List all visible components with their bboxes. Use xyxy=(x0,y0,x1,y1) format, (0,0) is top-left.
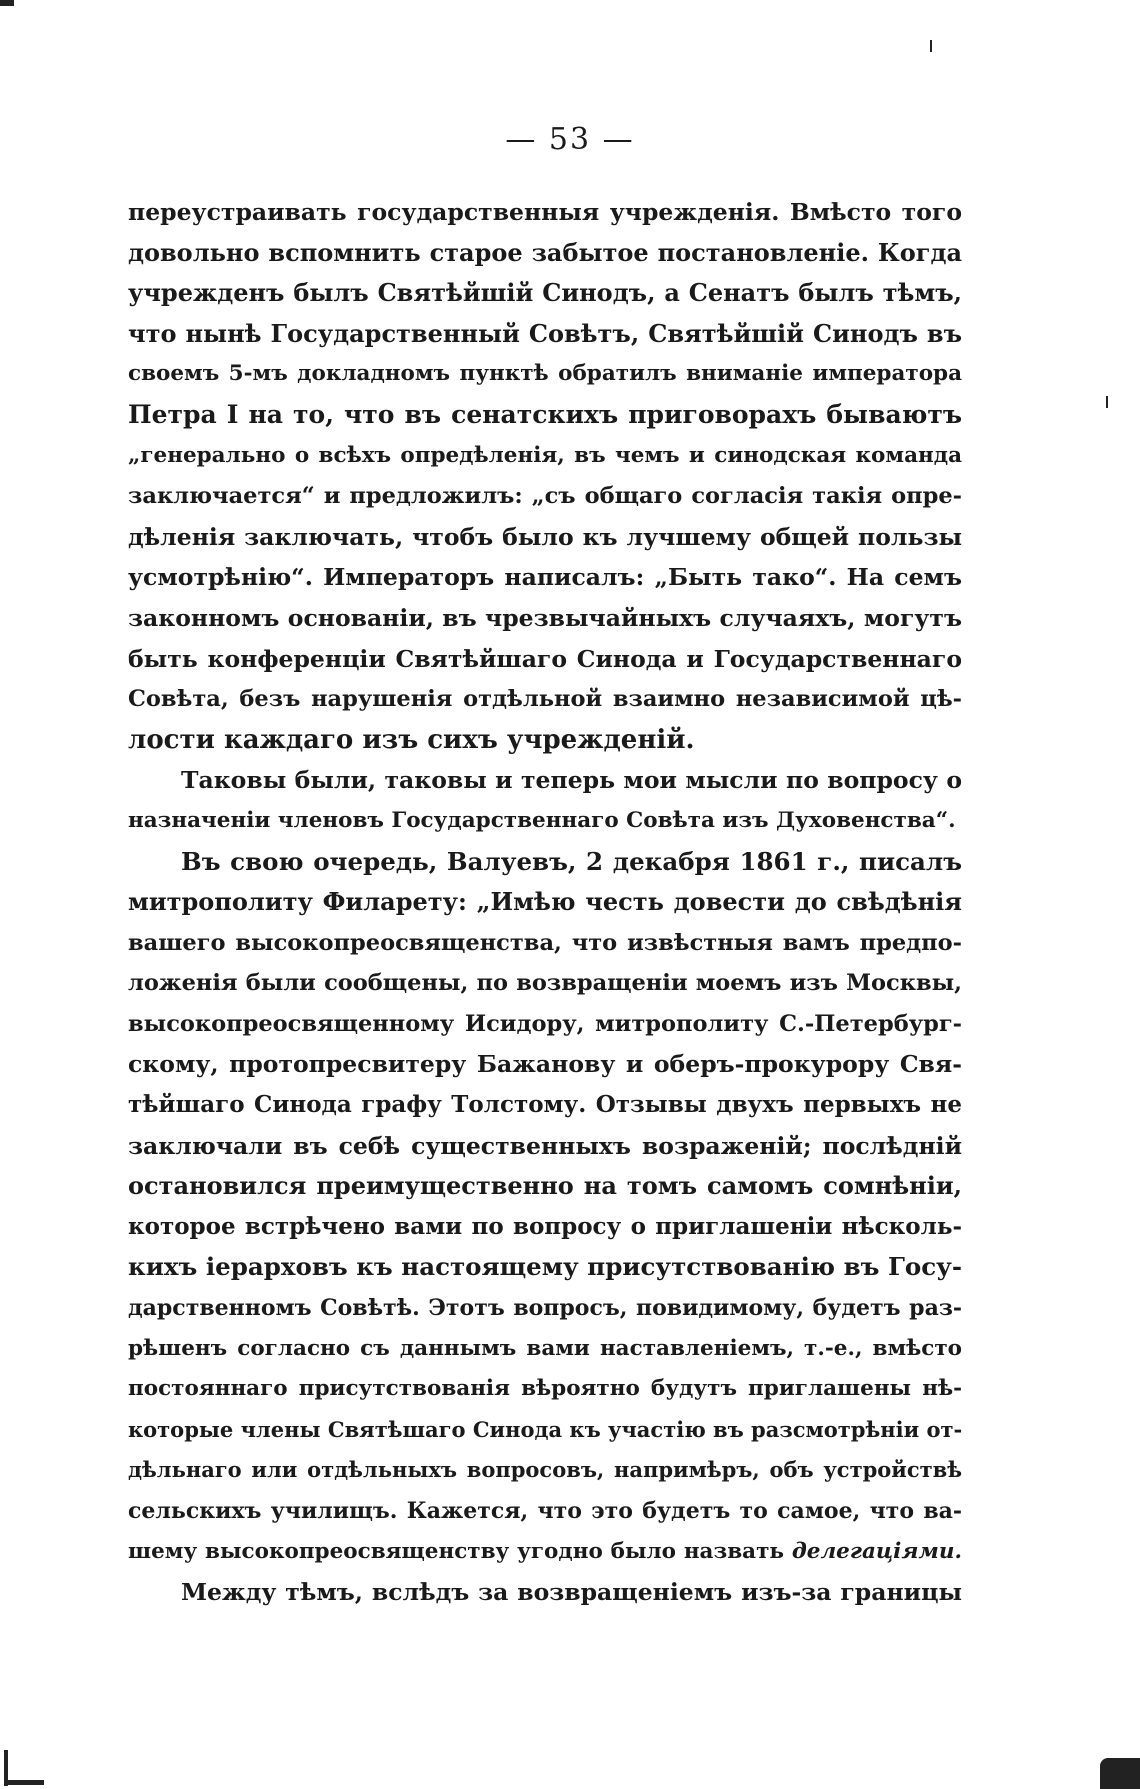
text-line: Таковы были, таковы и теперь мои мысли по вопросу о xyxy=(181,766,962,795)
body-text xyxy=(128,192,962,1613)
text-line: Въ свою очередь, Валуевъ, 2 декабря 1861 г., писалъ xyxy=(181,846,962,876)
scan-artifact xyxy=(930,40,932,52)
text-line: вашего высокопреосвященства, что извѣстныя вамъ предпо- xyxy=(128,929,962,956)
text-line: законномъ основаніи, въ чрезвычайныхъ случаяхъ, могутъ xyxy=(128,603,962,632)
line-text: шему высокопреосвященству угодно было назвать xyxy=(128,1538,784,1564)
text-line: быть конференціи Святѣйшаго Синода и Государственнаго xyxy=(128,644,962,673)
text-line: что нынѣ Государственный Совѣтъ, Святѣйшій Синодъ въ xyxy=(128,318,962,348)
text-line: рѣшенъ согласно съ даннымъ вами наставленіемъ, т.-е., вмѣсто xyxy=(128,1335,962,1361)
scan-artifact xyxy=(1106,396,1108,408)
scan-artifact xyxy=(4,1780,44,1785)
text-line: учрежденъ былъ Святѣйшій Синодъ, а Сенатъ былъ тѣмъ, xyxy=(128,278,962,308)
text-line: кихъ іерарховъ къ настоящему присутствованію въ Госу- xyxy=(128,1252,962,1282)
text-line: Петра I на то, что въ сенатскихъ приговорахъ бываютъ xyxy=(128,399,962,429)
text-line: Совѣта, безъ нарушенія отдѣльной взаимно независимой цѣ- xyxy=(128,686,962,713)
text-line: заключали въ себѣ существенныхъ возраженій; послѣдній xyxy=(128,1131,962,1160)
text-line: постояннаго присутствованія вѣроятно будутъ приглашены нѣ- xyxy=(128,1376,962,1402)
text-line: остановился преимущественно на томъ самомъ сомнѣніи, xyxy=(128,1171,962,1201)
text-line: Между тѣмъ, вслѣдъ за возвращеніемъ изъ-за границы xyxy=(181,1578,962,1607)
text-line xyxy=(128,1532,962,1573)
scan-artifact xyxy=(1100,1758,1140,1789)
text-line: ложенія были сообщены, по возвращеніи моемъ изъ Москвы, xyxy=(128,970,962,997)
text-line: лости каждаго изъ сихъ учрежденій. xyxy=(128,724,695,755)
text-line: которые члены Святѣшаго Синода къ участію въ разсмотрѣніи от- xyxy=(128,1416,962,1442)
text-line: дѣльнаго или отдѣльныхъ вопросовъ, напримѣръ, объ устройствѣ xyxy=(128,1457,962,1483)
text-line: скому, протопресвитеру Бажанову и оберъ-прокурору Свя- xyxy=(128,1050,962,1079)
text-line: заключается“ и предложилъ: „съ общаго согласія такія опре- xyxy=(128,483,962,510)
text-line: довольно вспомнить старое забытое постановленіе. Когда xyxy=(128,237,962,267)
text-line: переустраивать государственныя учрежденія. Вмѣсто того xyxy=(128,198,962,226)
text-line: дѣленія заключать, чтобъ было къ лучшему общей пользы xyxy=(128,522,962,551)
text-line: дарственномъ Совѣтѣ. Этотъ вопросъ, повидимому, будетъ раз- xyxy=(128,1295,962,1322)
text-line: высокопреосвященному Исидору, митрополиту С.-Петербург- xyxy=(128,1010,962,1037)
text-line: сельскихъ училищъ. Кажется, что это будетъ то самое, что ва- xyxy=(128,1498,962,1524)
text-line: „генерально о всѣхъ опредѣленія, въ чемъ и синодская команда xyxy=(128,442,962,468)
page-number: — 53 — xyxy=(505,122,635,157)
text-line: митрополиту Филарету: „Имѣю честь довести до свѣдѣнія xyxy=(128,887,962,917)
scan-artifact xyxy=(0,0,14,6)
text-line: тѣйшаго Синода графу Толстому. Отзывы двухъ первыхъ не xyxy=(128,1091,962,1119)
emphasized-word: делегаціями. xyxy=(791,1538,962,1564)
text-line: назначеніи членовъ Государственнаго Совѣта изъ Духовенства“. xyxy=(128,807,956,833)
text-line: своемъ 5-мъ докладномъ пунктѣ обратилъ вниманіе императора xyxy=(128,361,962,387)
text-line: усмотрѣнію“. Императоръ написалъ: „Быть тако“. На семъ xyxy=(128,563,962,592)
text-line: которое встрѣчено вами по вопросу о приглашеніи нѣсколь- xyxy=(128,1212,962,1240)
